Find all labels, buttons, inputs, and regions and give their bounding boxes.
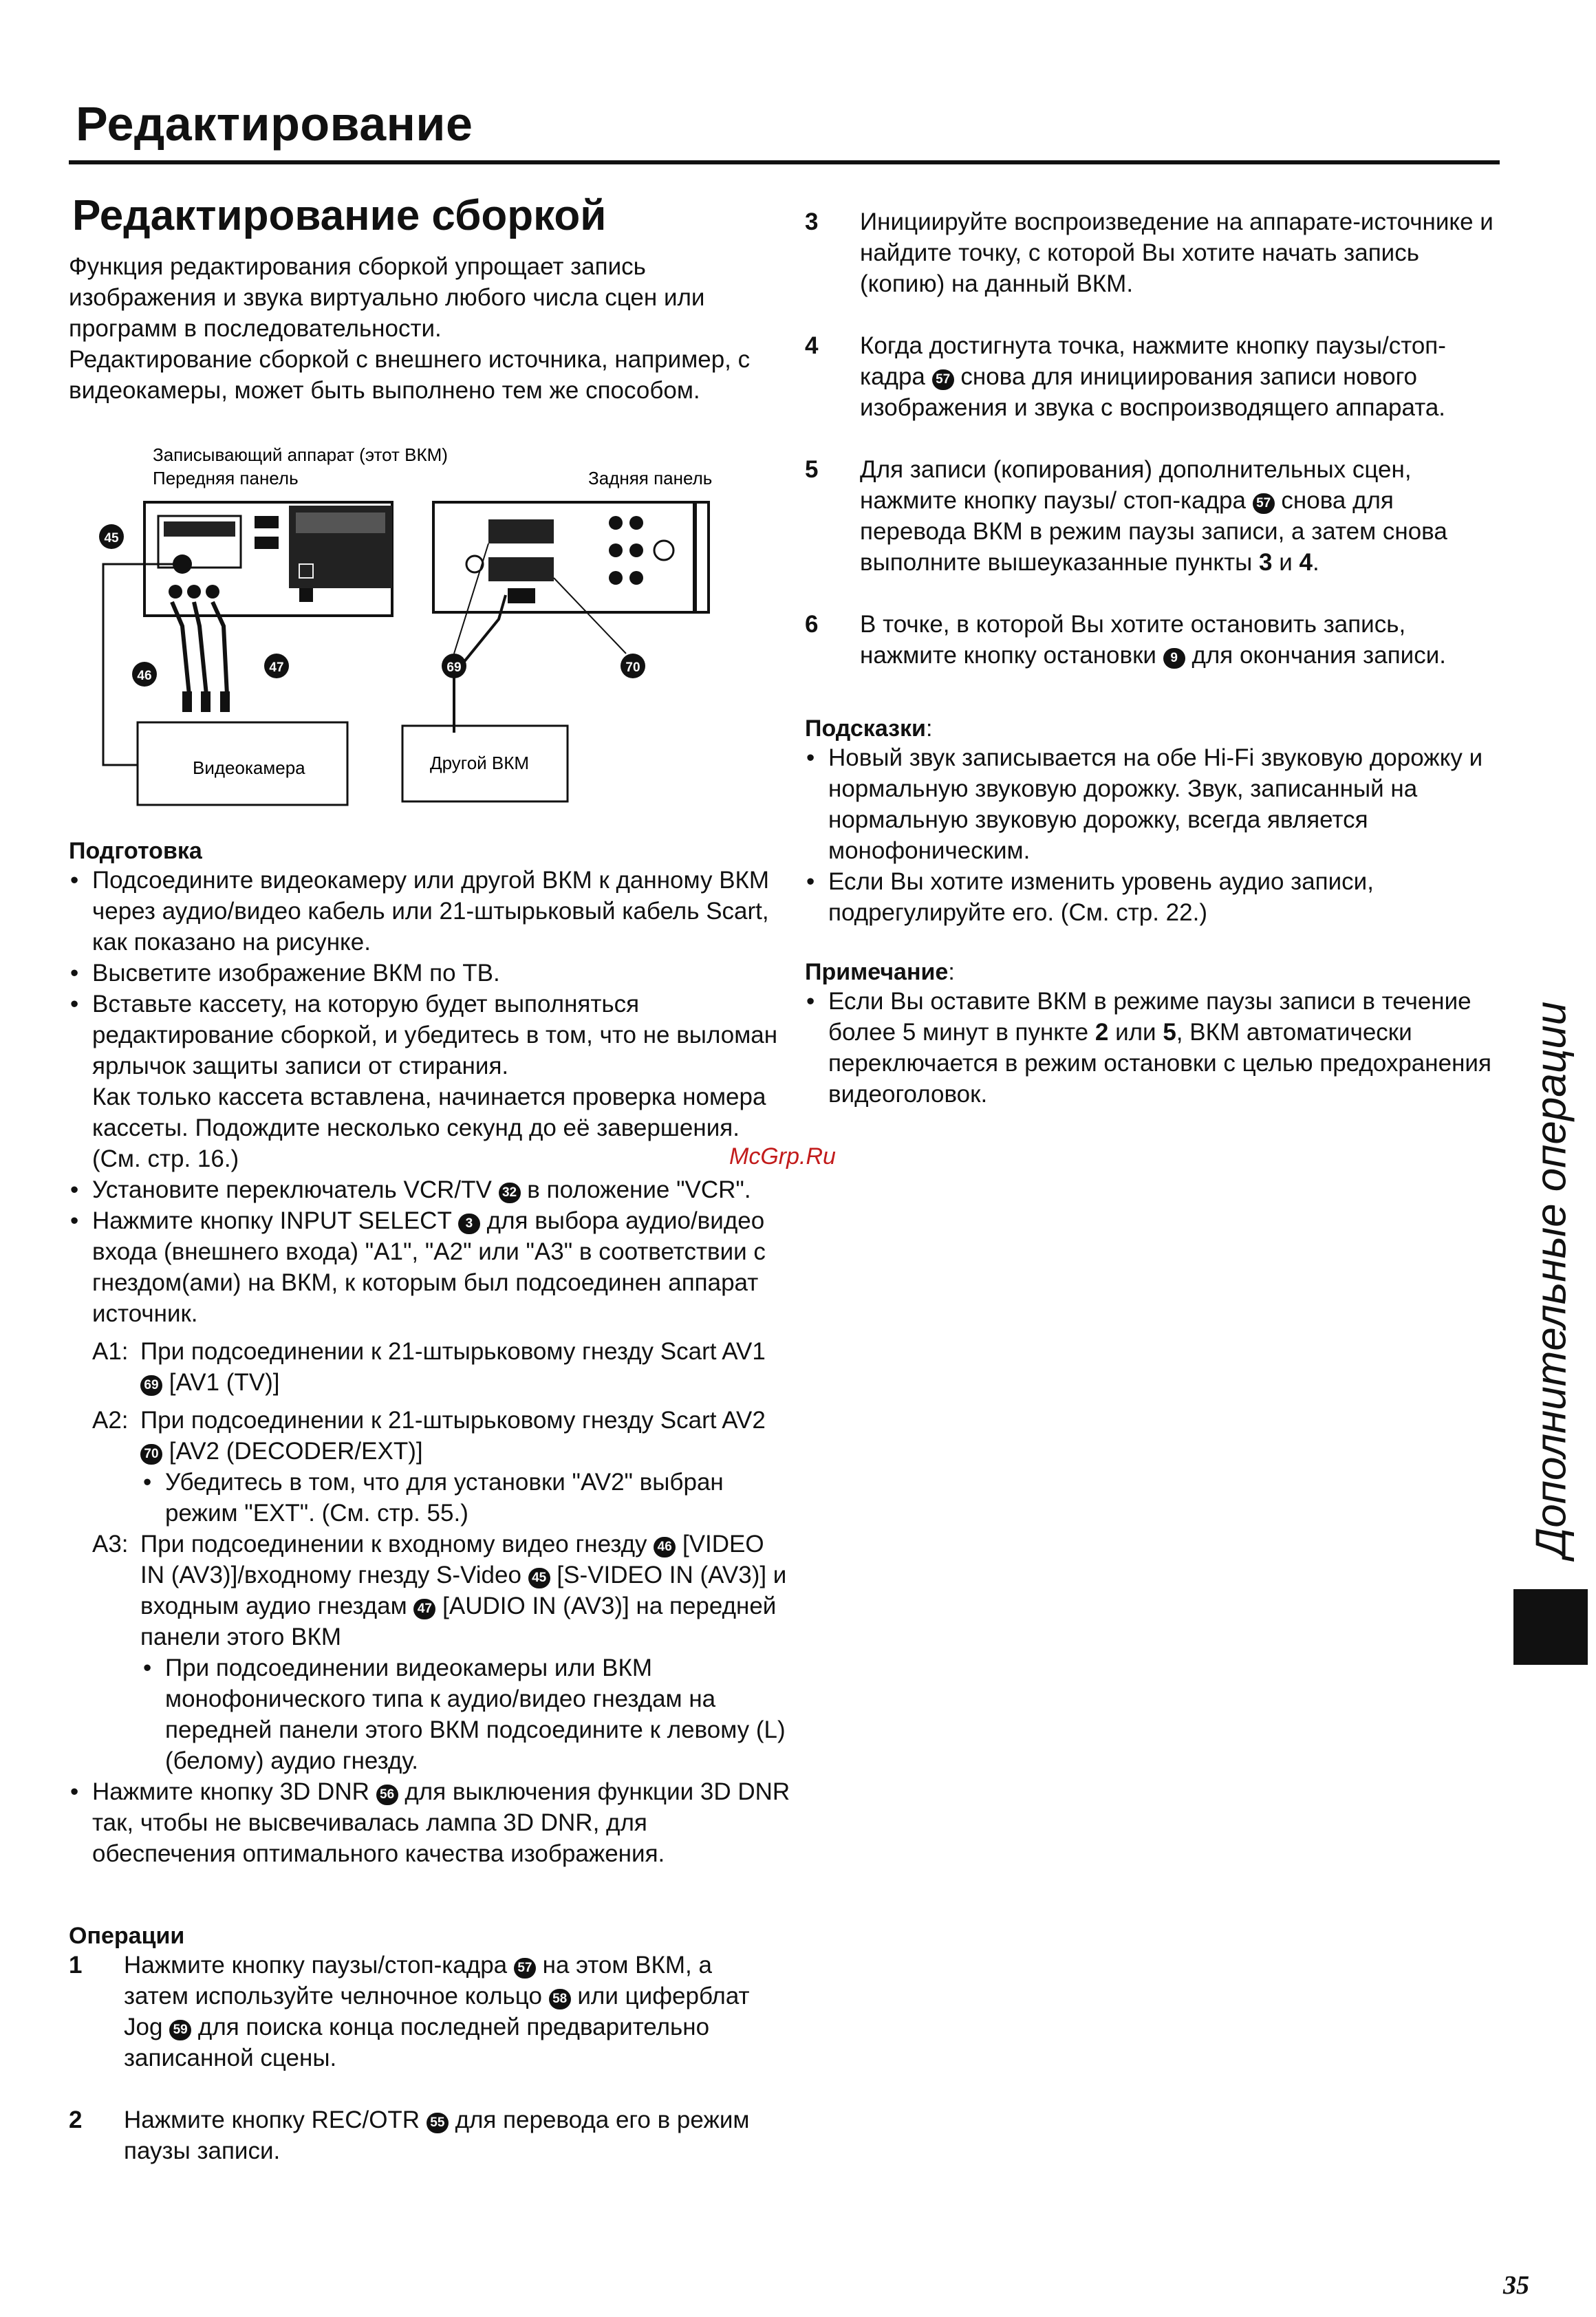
prep-bullet-5-pre: Нажмите кнопку INPUT SELECT: [92, 1207, 452, 1234]
hint-2: • Если Вы хотите изменить уровень аудио записи, подрегулируйте его. (См. стр. 22.): [805, 866, 1500, 928]
callout-69-label: 69: [446, 660, 462, 675]
step-1: [69, 1950, 757, 2073]
option-a3-note: • При подсоединении видеокамеры или ВКМ монофонического типа к аудио/видео гнездам на передней панели этого ВКМ подсоедините к левому (L) (белому) аудио гнезду.: [140, 1652, 791, 1776]
page-number: 35: [1503, 2271, 1529, 2300]
sidebar-section-label: Дополнительные операции: [1527, 1001, 1575, 1558]
option-a2: [69, 1405, 791, 1467]
rear-panel-label: Задняя панель: [588, 468, 713, 488]
step-6: [805, 609, 1500, 671]
recorder-label: Записывающий аппарат (этот ВКМ): [153, 444, 448, 465]
option-a3: [69, 1529, 791, 1652]
prep-bullet-3: [69, 989, 791, 1174]
prep-bullet-2: • Высветите изображение ВКМ по ТВ.: [69, 958, 791, 989]
step-1-text-1: Нажмите кнопку паузы/стоп-кадра: [124, 1952, 508, 1979]
sidebar-marker: [1513, 1589, 1588, 1665]
step-6-text-2: для окончания записи.: [1191, 642, 1446, 669]
intro: [69, 251, 764, 406]
option-a3-tag: A3:: [92, 1531, 129, 1558]
note-text-2: , ВКМ автоматически переключается в режим остановки с целью предохранения видеоголовок.: [828, 1019, 1491, 1108]
step-3-number: 3: [805, 208, 819, 235]
step-5-end: .: [1312, 549, 1319, 576]
preparation-heading: Подготовка: [69, 838, 202, 864]
note-section: [805, 959, 1500, 1110]
hints-heading: Подсказки:: [805, 715, 933, 742]
step-5-number: 5: [805, 456, 819, 483]
title-divider: [69, 160, 1500, 164]
step-5-text-1: Для записи (копирования) дополнительных сцен, нажмите кнопку паузы/ стоп-кадра: [860, 456, 1412, 514]
front-panel-drawing: [103, 502, 392, 765]
option-a3-text-3: [S-VIDEO IN (AV3)] и входным аудио гнездам: [140, 1562, 787, 1619]
option-a1-text: При подсоединении к 21-штырьковому гнезду Scart AV1: [140, 1338, 766, 1365]
option-a3-text-1: При подсоединении к входному видео гнезду: [140, 1531, 647, 1558]
note-or: или: [1115, 1019, 1156, 1046]
ref-badge: 55: [427, 2113, 449, 2133]
step-2-text-2: для перевода его в режим паузы записи.: [124, 2106, 750, 2164]
step-1-number: 1: [69, 1952, 83, 1979]
front-panel-label: Передняя панель: [153, 468, 299, 488]
option-a2-tag: A2:: [92, 1407, 129, 1434]
ref-badge: 57: [1253, 493, 1275, 514]
preparation-section: [69, 838, 791, 1869]
prep-bullet-6: [69, 1776, 791, 1869]
step-5-ref-4: 4: [1299, 549, 1313, 576]
step-6-text-1: В точке, в которой Вы хотите остановить запись, нажмите кнопку остановки: [860, 611, 1406, 669]
step-5: [805, 454, 1500, 578]
section-title: Редактирование сборкой: [72, 192, 607, 239]
step-1-text-4: для поиска конца последней предварительно записанной сцены.: [124, 2014, 710, 2071]
option-a3-text-2: [VIDEO IN (AV3)]/входному гнезду S-Video: [140, 1531, 764, 1588]
option-a2-note: • Убедитесь в том, что для установки "AV2" выбран режим "EXT". (См. стр. 55.): [140, 1467, 791, 1529]
ref-badge: 45: [528, 1568, 550, 1588]
ref-badge: 57: [932, 369, 954, 390]
step-3-text: Инициируйте воспроизведение на аппарате-источнике и найдите точку, с которой Вы хотите начать запись (копию) на данный ВКМ.: [860, 208, 1493, 297]
ref-badge: 57: [514, 1958, 536, 1979]
ref-badge: 3: [458, 1214, 480, 1234]
step-1-text-2: на этом ВКМ, а затем используйте челночное кольцо: [124, 1952, 712, 2009]
operations-section: [69, 1923, 757, 2166]
ref-badge: 9: [1163, 648, 1185, 669]
operations-heading: Операции: [69, 1923, 185, 1949]
page-title: Редактирование: [76, 97, 473, 151]
option-a1-tag: A1:: [92, 1338, 129, 1365]
prep-bullet-1: • Подсоедините видеокамеру или другой ВКМ к данному ВКМ через аудио/видео кабель или 21-штырьковый кабель Scart, как показано на рисунке.: [69, 865, 791, 958]
prep-bullet-3-extra: Как только кассета вставлена, начинается проверка номера кассеты. Подождите несколько секунд до её завершения. (См. стр. 16.): [92, 1084, 766, 1172]
step-5-ref-3: 3: [1259, 549, 1273, 576]
prep-bullet-4-post: в положение "VCR".: [527, 1176, 751, 1203]
option-a2-post: [AV2 (DECODER/EXT)]: [169, 1438, 423, 1465]
option-a1-post: [AV1 (TV)]: [169, 1369, 280, 1396]
ref-badge: 47: [413, 1599, 435, 1619]
prep-bullet-6-post: для выключения функции 3D DNR так, чтобы не высвечивалась лампа 3D DNR, для обеспечения оптимального качества изображения.: [92, 1778, 790, 1867]
prep-bullet-4-pre: Установите переключатель VCR/TV: [92, 1176, 492, 1203]
ref-badge: 58: [549, 1989, 571, 2009]
step-2-number: 2: [69, 2106, 83, 2133]
step-1-text-3: или циферблат Jog: [124, 1983, 750, 2040]
ref-badge: 56: [376, 1785, 398, 1805]
step-5-and: и: [1279, 549, 1293, 576]
connection-diagram: [104, 444, 736, 805]
step-2-text-1: Нажмите кнопку REC/OTR: [124, 2106, 420, 2133]
intro-paragraph-1: Функция редактирования сборкой упрощает запись изображения и звука виртуально любого числа сцен или программ в последовательности.: [69, 253, 705, 342]
callout-46-label: 46: [137, 669, 152, 683]
step-6-number: 6: [805, 611, 819, 638]
prep-bullet-5: [69, 1205, 791, 1329]
prep-bullet-4: [69, 1174, 791, 1205]
option-a3-text-4: [AUDIO IN (AV3)] на передней панели этого ВКМ: [140, 1593, 777, 1650]
prep-bullet-6-pre: Нажмите кнопку 3D DNR: [92, 1778, 369, 1805]
option-a2-text: При подсоединении к 21-штырьковому гнезду Scart AV2: [140, 1407, 766, 1434]
step-3: [805, 206, 1500, 299]
prep-bullet-3-text: Вставьте кассету, на которую будет выполняться редактирование сборкой, и убедитесь в том, что не выломан ярлычок защиты записи от стирания.: [92, 991, 778, 1079]
prep-bullet-5-post: для выбора аудио/видео входа (внешнего входа) "A1", "A2" или "A3" в соответствии с гнездом(ами) на ВКМ, к которым был подсоединен аппарат источник.: [92, 1207, 766, 1327]
step-4-text-2: снова для инициирования записи нового изображения и звука с воспроизводящего аппарата.: [860, 363, 1446, 421]
rear-panel-drawing: [433, 502, 709, 733]
option-a1: [69, 1336, 791, 1398]
step-4-text-1: Когда достигнута точка, нажмите кнопку паузы/стоп-кадра: [860, 332, 1446, 390]
hint-1: • Новый звук записывается на обе Hi-Fi звуковую дорожку и нормальную звуковую дорожку. Звук, записанный на нормальную звуковую дорожку, всегда является монофоническим.: [805, 742, 1500, 866]
hints-section: [805, 715, 1500, 928]
callout-70-label: 70: [625, 660, 640, 675]
ref-badge: 70: [140, 1444, 162, 1465]
note-text-1: Если Вы оставите ВКМ в режиме паузы записи в течение более 5 минут в пункте: [828, 988, 1471, 1046]
other-vcr-label: Другой ВКМ: [430, 753, 530, 773]
ref-badge: 32: [499, 1183, 521, 1203]
step-2: [69, 2104, 757, 2166]
watermark: McGrp.Ru: [729, 1143, 836, 1170]
camcorder-label: Видеокамера: [193, 757, 305, 778]
note-ref-5: 5: [1163, 1019, 1176, 1046]
ref-badge: 46: [654, 1537, 676, 1558]
note-ref-2: 2: [1094, 1019, 1109, 1046]
ref-badge: 59: [169, 2020, 191, 2040]
callout-47-label: 47: [269, 660, 284, 675]
note-heading: Примечание:: [805, 959, 955, 985]
intro-paragraph-2: Редактирование сборкой с внешнего источника, например, с видеокамеры, может быть выполнено тем же способом.: [69, 346, 751, 404]
step-4: [805, 330, 1500, 423]
note-item: [805, 986, 1500, 1110]
right-column: [805, 206, 1500, 1110]
step-5-text-2: снова для перевода ВКМ в режим паузы записи, а затем снова выполните вышеуказанные пункты: [860, 487, 1447, 576]
callout-45-label: 45: [104, 531, 119, 546]
ref-badge: 69: [140, 1375, 162, 1396]
step-4-number: 4: [805, 332, 819, 359]
